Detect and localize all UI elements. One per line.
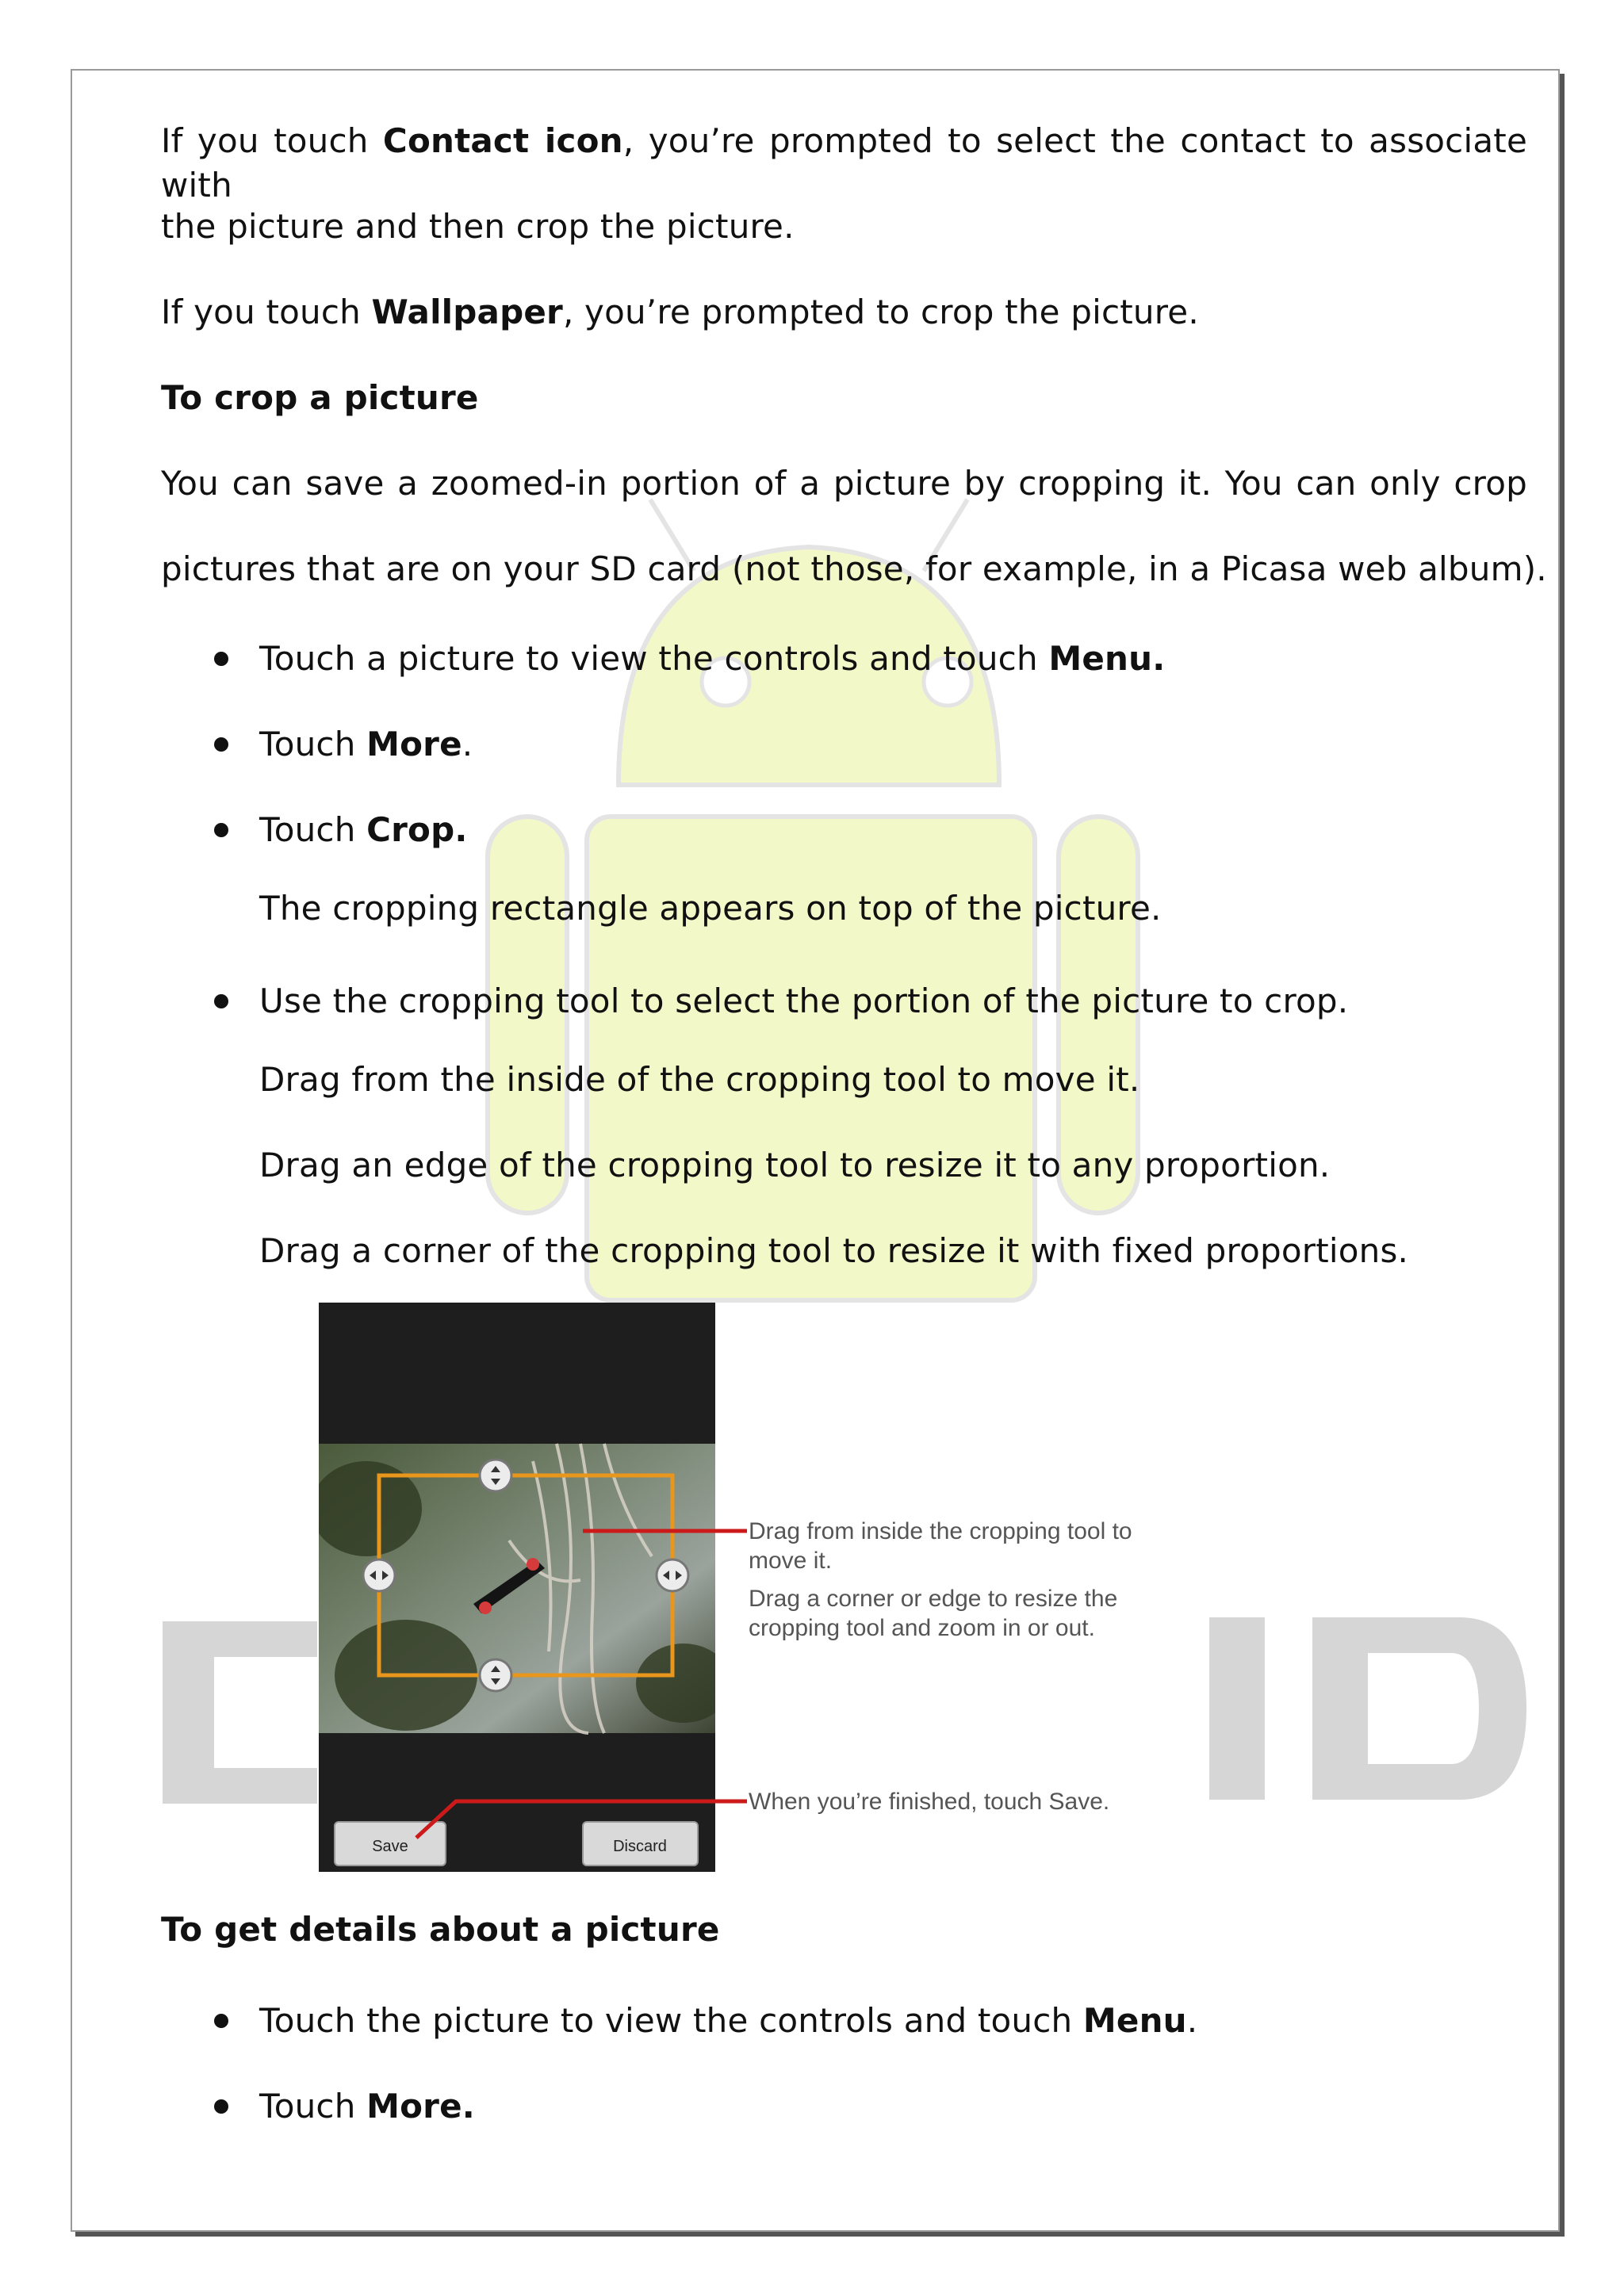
paragraph-crop-intro: You can save a zoomed-in portion of a picture by cropping it. You can only crop xyxy=(161,464,1527,503)
bold-term-menu: Menu xyxy=(1082,2001,1187,2040)
bold-term-more: More xyxy=(366,725,462,763)
text-run: Touch xyxy=(259,2087,367,2126)
text-run: . xyxy=(462,725,473,763)
bullet-crop-sub: The cropping rectangle appears on top of the picture. xyxy=(259,889,1162,928)
bold-term-menu: Menu. xyxy=(1048,639,1166,678)
bullet-cropping-tool: Use the cropping tool to select the portion of the picture to crop. xyxy=(259,982,1349,1020)
bold-term-wallpaper: Wallpaper xyxy=(371,293,563,331)
text-run: . xyxy=(1186,2001,1198,2040)
bullet-cropping-sub3: Drag a corner of the cropping tool to resize it with fixed proportions. xyxy=(259,1231,1409,1270)
text-run: , you’re prompted to select the contact to associate with xyxy=(161,121,1527,205)
heading-crop-picture: To crop a picture xyxy=(161,378,479,417)
save-button-label: Save xyxy=(372,1838,408,1855)
bullet-cropping-sub2: Drag an edge of the cropping tool to resize it to any proportion. xyxy=(259,1146,1331,1184)
bold-term-contact-icon: Contact icon xyxy=(382,121,623,160)
text-run: If you touch xyxy=(161,121,383,160)
callout-resize-cont: cropping tool and zoom in or out. xyxy=(749,1615,1095,1641)
bullet-cropping-sub1: Drag from the inside of the cropping tool to move it. xyxy=(259,1060,1140,1099)
callout-move: Drag from inside the cropping tool to xyxy=(749,1518,1132,1544)
paragraph-contact-icon-cont: the picture and then crop the picture. xyxy=(161,207,795,246)
callout-resize: Drag a corner or edge to resize the xyxy=(749,1586,1118,1612)
text-run: If you touch xyxy=(161,293,372,331)
callout-move-cont: move it. xyxy=(749,1548,833,1574)
paragraph-crop-intro-cont: pictures that are on your SD card (not those, for example, in a Picasa web album). xyxy=(161,549,1547,588)
discard-button-label: Discard xyxy=(613,1838,667,1855)
heading-picture-details: To get details about a picture xyxy=(161,1910,720,1949)
text-run: Touch the picture to view the controls and touch xyxy=(259,2001,1083,2040)
text-run: Touch a picture to view the controls and touch xyxy=(259,639,1049,678)
bold-term-crop: Crop. xyxy=(366,810,468,849)
callout-save: When you’re finished, touch Save. xyxy=(749,1789,1110,1815)
text-run: Touch xyxy=(259,810,367,849)
text-run: Touch xyxy=(259,725,367,763)
text-run: , you’re prompted to crop the picture. xyxy=(562,293,1199,331)
bold-term-more: More. xyxy=(366,2087,475,2126)
